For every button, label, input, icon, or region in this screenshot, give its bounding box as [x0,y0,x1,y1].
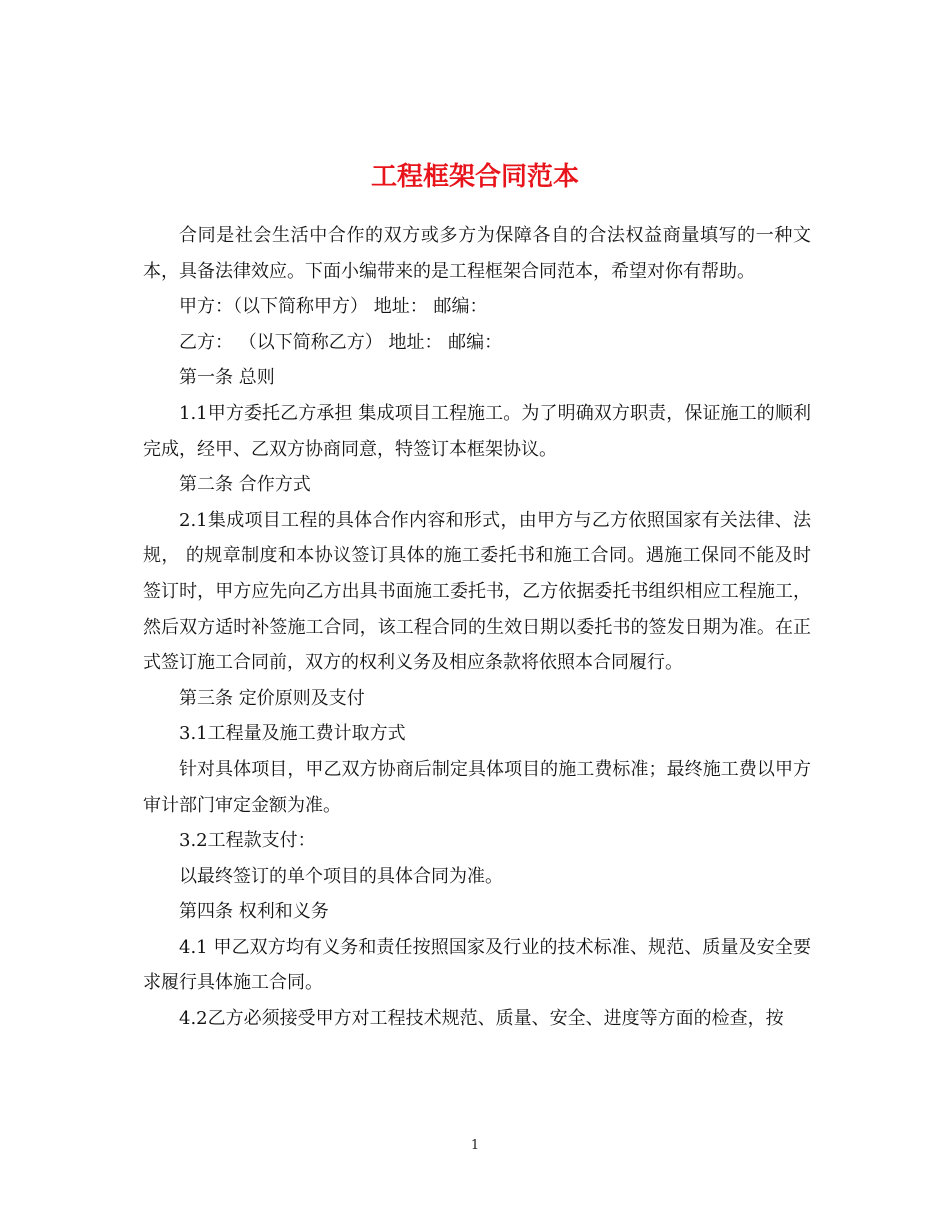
clause-4-2: 4.2乙方必须接受甲方对工程技术规范、质量、安全、进度等方面的检查，按 [179,1008,784,1030]
article-3-heading: 第三条 定价原则及支付 [179,687,365,709]
document-body [143,218,811,1037]
clause-3-2: 3.2工程款支付： [179,830,316,852]
clause-1-1: 1.1甲方委托乙方承担 集成项目工程施工。为了明确双方职责，保证施工的顺利完成，经甲、乙双方协商同意，特签订本框架协议。 [143,402,811,460]
clause-4-1: 4.1 甲乙双方均有义务和责任按照国家及行业的技术标准、规范、质量及安全要求履行具体施工合同。 [143,936,811,994]
clause-2-1: 2.1集成项目工程的具体合作内容和形式，由甲方与乙方依照国家有关法律、法规， 的规章制度和本协议签订具体的施工委托书和施工合同。遇施工保同不能及时签订时，甲方应先向乙方出具书面施工委托书，乙方依据委托书组织相应工程施工，然后双方适时补签施工合同，该工程合同的生效日期以委托书的签发日期为准。在正式签订施工合同前，双方的权利义务及相应条款将依照本合同履行。 [143,509,811,674]
article-4-heading: 第四条 权利和义务 [179,901,329,923]
clause-3-1: 3.1工程量及施工费计取方式 [179,723,406,745]
clause-3-1-text: 针对具体项目，甲乙双方协商后制定具体项目的施工费标准；最终施工费以甲方审计部门审定金额为准。 [143,758,811,816]
clause-3-2-text: 以最终签订的单个项目的具体合同为准。 [179,865,503,887]
intro-paragraph: 合同是社会生活中合作的双方或多方为保障各自的合法权益商量填写的一种文本，具备法律效应。下面小编带来的是工程框架合同范本，希望对你有帮助。 [143,225,811,282]
party-a-line: 甲方：（以下简称甲方） 地址： 邮编： [179,296,488,318]
page-number: 1 [470,1138,480,1153]
article-2-heading: 第二条 合作方式 [179,474,311,496]
party-b-line: 乙方： （以下简称乙方） 地址： 邮编： [179,331,503,353]
document-title: 工程框架合同范本 [370,162,579,193]
article-1-heading: 第一条 总则 [179,367,275,389]
